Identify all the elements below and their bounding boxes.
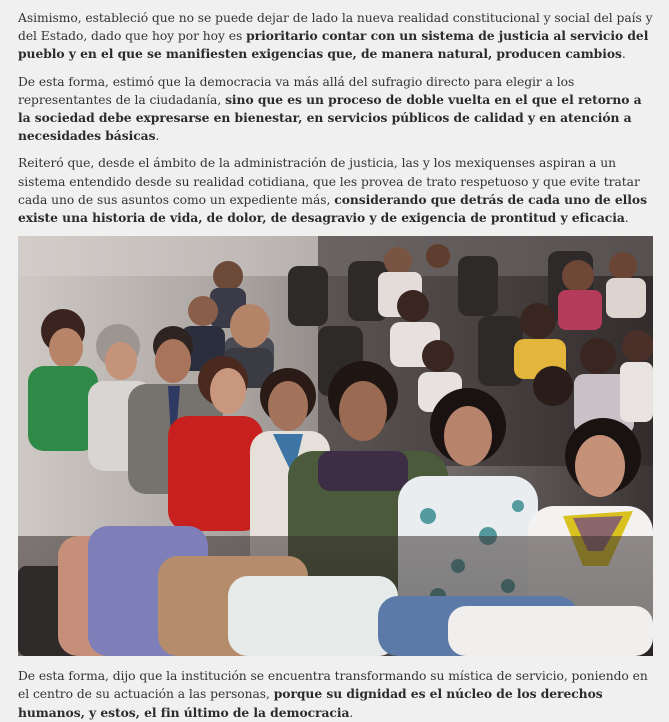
paragraph-1 [18,9,653,64]
audience-photo [18,236,653,656]
paragraph-2-text: De esta forma, estimó que la democracia va más allá del sufragio directo para elegir a los representantes de la ciudadanía, [18,74,575,107]
paragraph-4 [18,667,653,722]
paragraph-4-text: De esta forma, dijo que la institución se encuentra transformando su mística de servicio, poniendo en el centro de su actuación a las personas, [18,669,648,702]
audience-photo-illustration [18,236,653,656]
paragraph-1-text: Asimismo, estableció que no se puede dejar de lado la nueva realidad constitucional y social del país y del Estado, dado que hoy por hoy es [18,11,653,44]
paragraph-3-end: . [624,211,629,226]
paragraph-2 [18,73,653,146]
paragraph-1-end: . [621,47,626,62]
paragraph-3 [18,154,653,227]
paragraph-3-bold: considerando que detrás de cada uno de ellos existe una historia de vida, de dolor, de desagravio y de exigencia de prontitud y eficacia [18,191,647,226]
paragraph-4-bold: porque su dignidad es el núcleo de los derechos humanos, y estos, el fin último de la democracia [18,686,603,720]
paragraph-2-end: . [155,129,160,144]
paragraph-2-bold: sino que es un proceso de doble vuelta en el que el retorno a la sociedad debe expresarse en bienestar, en servicios públicos de calidad y en atención a necesidades básicas [18,91,642,144]
paragraph-3-text: Reiteró que, desde el ámbito de la administración de justicia, las y los mexiquenses aspiran a un sistema entendido desde su realidad cotidiana, que les provea de trato respetuoso y que evite tratar cada uno de sus asuntos como un expediente más, [18,156,640,207]
paragraph-4-end: . [349,705,354,720]
paragraph-1-bold: prioritario contar con un sistema de justicia al servicio del pueblo y en el que se manifiesten exigencias que, de manera natural, producen cambios [18,28,649,62]
